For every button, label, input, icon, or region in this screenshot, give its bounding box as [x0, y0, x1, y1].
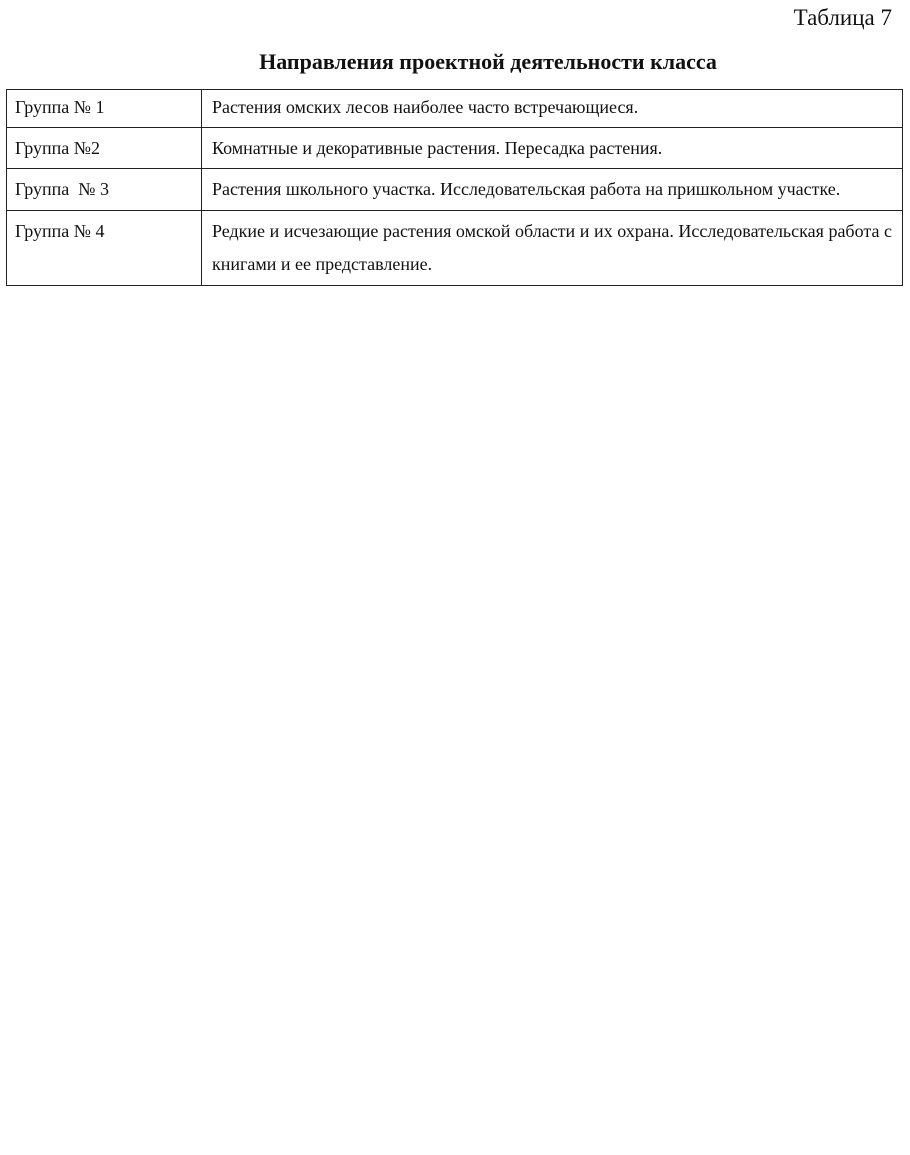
topic-cell: Комнатные и декоративные растения. Пересадка растения. [202, 128, 903, 169]
group-cell: Группа № 4 [7, 211, 202, 286]
table-row [7, 128, 903, 169]
group-cell: Группа № 3 [7, 169, 202, 211]
topic-cell: Растения школьного участка. Исследовательская работа на пришкольном участке. [202, 169, 903, 211]
topic-cell: Редкие и исчезающие растения омской области и их охрана. Исследовательская работа с книгами и ее представление. [202, 211, 903, 286]
table-row [7, 90, 903, 128]
group-cell: Группа № 1 [7, 90, 202, 128]
topic-cell: Растения омских лесов наиболее часто встречающиеся. [202, 90, 903, 128]
group-cell: Группа №2 [7, 128, 202, 169]
table-number-label: Таблица 7 [793, 5, 892, 30]
table-row [7, 211, 903, 286]
table-row [7, 169, 903, 211]
document-title: Направления проектной деятельности класса [259, 49, 717, 74]
project-directions-table [6, 89, 903, 286]
